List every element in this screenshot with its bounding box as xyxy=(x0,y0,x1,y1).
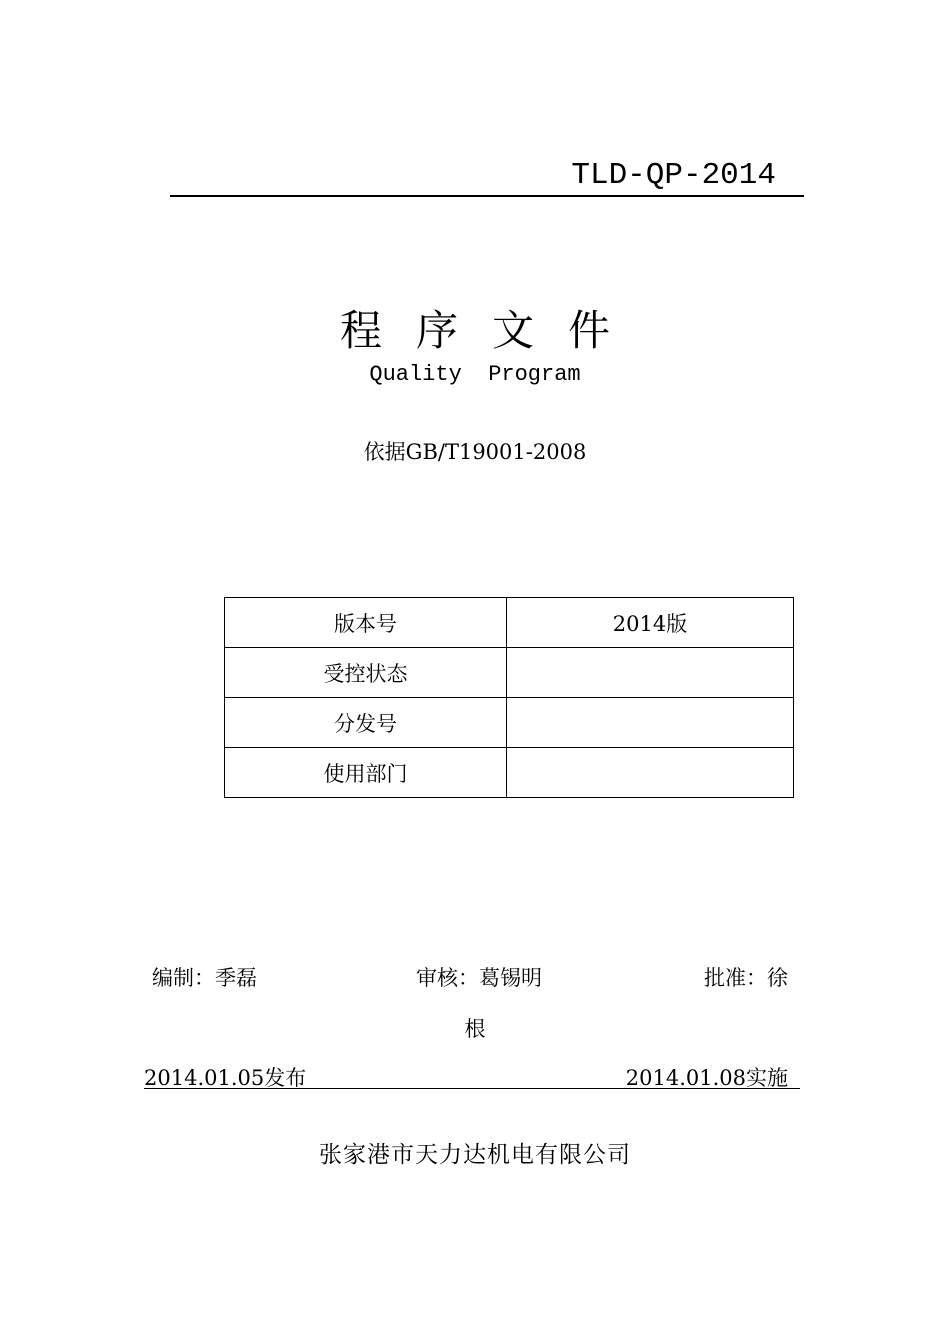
version-value: 2014版 xyxy=(507,598,794,648)
table-row xyxy=(225,698,794,748)
english-subtitle: Quality Program xyxy=(369,362,581,387)
reviewed-by: 审核：葛锡明 xyxy=(416,966,542,990)
department-label: 使用部门 xyxy=(225,748,507,798)
version-label: 版本号 xyxy=(225,598,507,648)
control-status-label: 受控状态 xyxy=(225,648,507,698)
document-code-header xyxy=(170,150,804,197)
compiled-by: 编制：季磊 xyxy=(152,966,257,990)
standard-basis: 依据GB/T19001-2008 xyxy=(363,440,587,464)
table-row xyxy=(225,598,794,648)
page-title: 程序文件 xyxy=(339,306,644,355)
document-info-table xyxy=(224,597,794,798)
distribution-number-value xyxy=(507,698,794,748)
table-row xyxy=(225,648,794,698)
issue-date: 2014.01.05发布 xyxy=(144,1066,307,1090)
date-line xyxy=(144,1062,800,1089)
document-code: TLD-QP-2014 xyxy=(571,158,776,193)
department-value xyxy=(507,748,794,798)
approved-by: 批准：徐 xyxy=(704,966,788,990)
approved-by-continued: 根 xyxy=(464,1017,486,1041)
effective-date: 2014.01.08实施 xyxy=(625,1066,788,1090)
company-name: 张家港市天力达机电有限公司 xyxy=(319,1142,631,1168)
control-status-value xyxy=(507,648,794,698)
table-row xyxy=(225,748,794,798)
distribution-number-label: 分发号 xyxy=(225,698,507,748)
